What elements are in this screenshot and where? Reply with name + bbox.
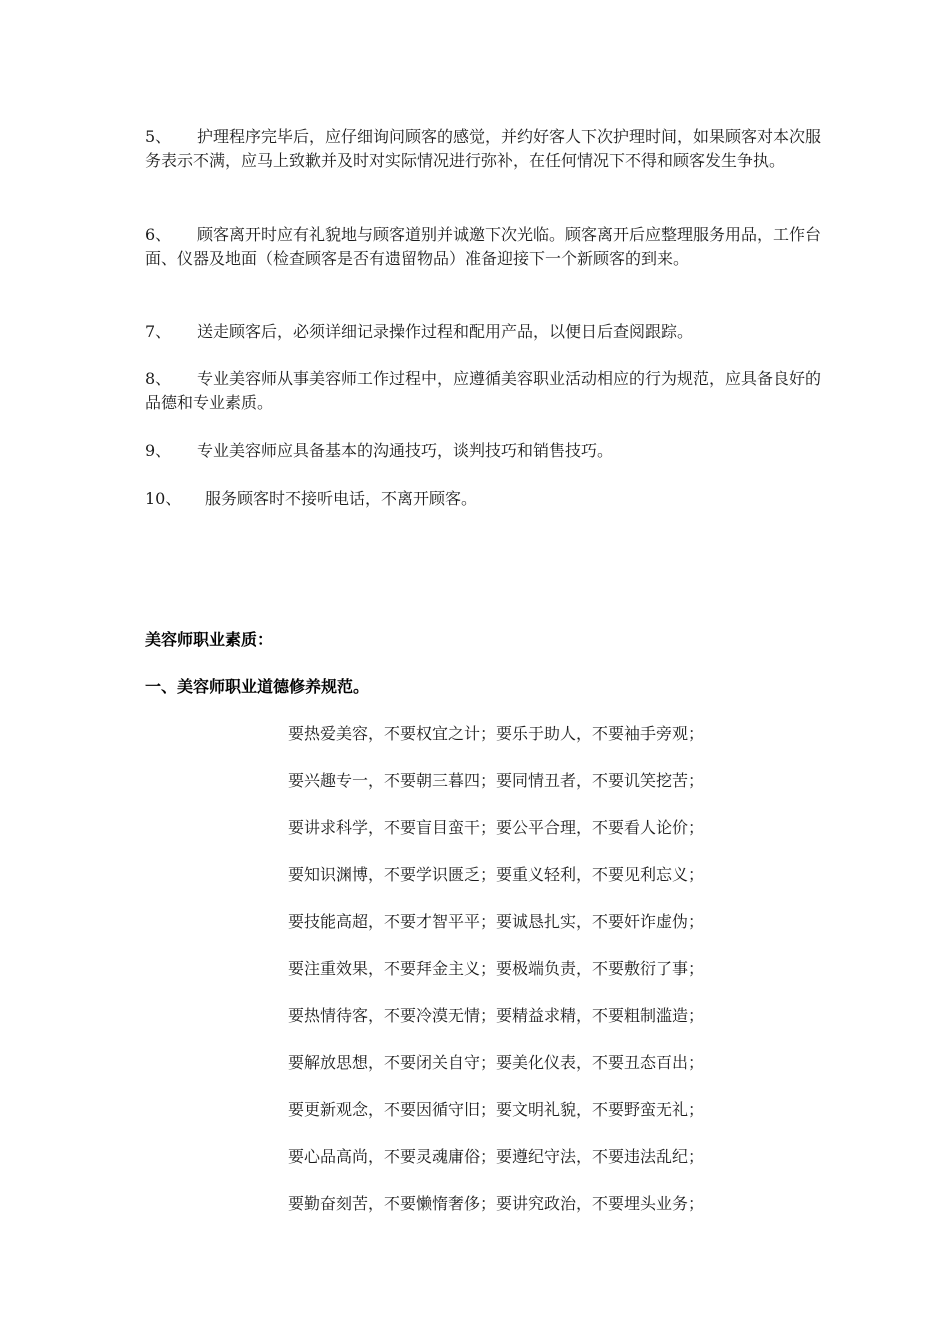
rule-text: 专业美容师应具备基本的沟通技巧，谈判技巧和销售技巧。 xyxy=(197,441,614,460)
verse-line: 要知识渊博，不要学识匮乏；要重义轻利，不要见利忘义； xyxy=(288,865,705,884)
verse-line: 要勤奋刻苦，不要懒惰奢侈；要讲究政治，不要埋头业务； xyxy=(288,1194,705,1213)
rule-text: 服务顾客时不接听电话，不离开顾客。 xyxy=(205,489,478,508)
rule-item-6 xyxy=(145,223,825,271)
rule-number: 9、 xyxy=(145,441,172,460)
rule-item-7 xyxy=(145,320,825,344)
rule-text: 专业美容师从事美容师工作过程中，应遵循美容职业活动相应的行为规范，应具备良好的品德和专业素质。 xyxy=(145,369,822,412)
rule-text: 顾客离开时应有礼貌地与顾客道别并诚邀下次光临。顾客离开后应整理服务用品，工作台面、仪器及地面（检查顾客是否有遗留物品）准备迎接下一个新顾客的到来。 xyxy=(145,225,822,268)
verse-line: 要热爱美容，不要权宜之计；要乐于助人，不要袖手旁观； xyxy=(288,724,705,743)
verse-line: 要更新观念，不要因循守旧；要文明礼貌，不要野蛮无礼； xyxy=(288,1100,705,1119)
ethics-verse-list xyxy=(288,722,808,1239)
rule-number: 7、 xyxy=(145,322,172,341)
rule-item-9 xyxy=(145,439,825,463)
verse-line: 要兴趣专一，不要朝三暮四；要同情丑者，不要讥笑挖苦； xyxy=(288,771,705,790)
rule-item-10 xyxy=(145,487,825,511)
rule-item-5 xyxy=(145,125,825,173)
section-title: 美容师职业素质： xyxy=(145,630,274,649)
verse-line: 要讲求科学，不要盲目蛮干；要公平合理，不要看人论价； xyxy=(288,818,705,837)
verse-line: 要注重效果，不要拜金主义；要极端负责，不要敷衍了事； xyxy=(288,959,705,978)
rule-number: 6、 xyxy=(145,225,172,244)
rule-text: 送走顾客后，必须详细记录操作过程和配用产品，以便日后查阅跟踪。 xyxy=(197,322,694,341)
verse-line: 要心品高尚，不要灵魂庸俗；要遵纪守法，不要违法乱纪； xyxy=(288,1147,705,1166)
rule-item-8 xyxy=(145,367,825,415)
subsection-title: 一、美容师职业道德修养规范。 xyxy=(145,677,370,696)
rule-number: 10、 xyxy=(145,489,182,508)
verse-line: 要技能高超，不要才智平平；要诚恳扎实，不要奸诈虚伪； xyxy=(288,912,705,931)
verse-line: 要解放思想，不要闭关自守；要美化仪表，不要丑态百出； xyxy=(288,1053,705,1072)
rule-text: 护理程序完毕后，应仔细询问顾客的感觉，并约好客人下次护理时间，如果顾客对本次服务表示不满，应马上致歉并及时对实际情况进行弥补，在任何情况下不得和顾客发生争执。 xyxy=(145,127,822,170)
rule-number: 8、 xyxy=(145,369,172,388)
rule-number: 5、 xyxy=(145,127,172,146)
verse-line: 要热情待客，不要冷漠无情；要精益求精，不要粗制滥造； xyxy=(288,1006,705,1025)
